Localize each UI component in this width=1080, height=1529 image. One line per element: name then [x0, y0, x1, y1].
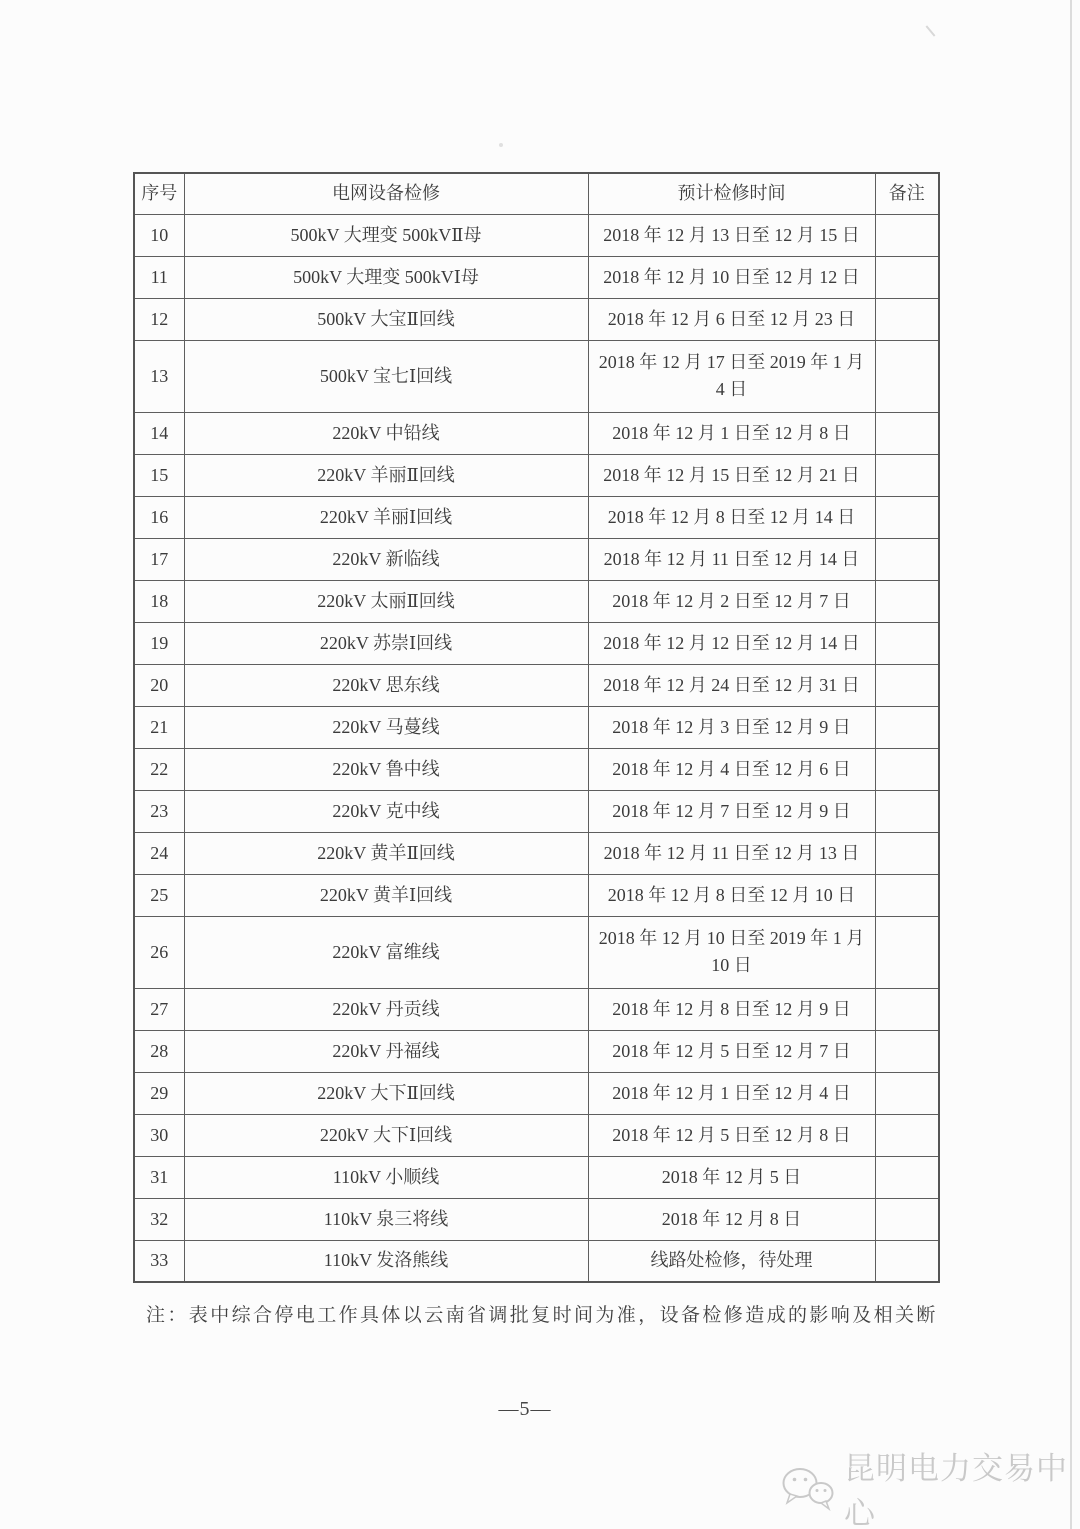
table-row: [134, 622, 939, 664]
remark-cell: [875, 214, 939, 256]
equipment-cell: 220kV 马蔓线: [184, 706, 588, 748]
serial-number-cell: 33: [134, 1240, 184, 1282]
serial-number-cell: 29: [134, 1072, 184, 1114]
equipment-cell: 220kV 富维线: [184, 916, 588, 988]
column-header-time: 预计检修时间: [588, 173, 875, 214]
time-cell: 2018 年 12 月 8 日: [588, 1198, 875, 1240]
serial-number-cell: 16: [134, 496, 184, 538]
time-cell: 2018 年 12 月 1 日至 12 月 8 日: [588, 412, 875, 454]
serial-number-cell: 28: [134, 1030, 184, 1072]
equipment-cell: 220kV 羊丽Ⅰ回线: [184, 496, 588, 538]
remark-cell: [875, 1198, 939, 1240]
remark-cell: [875, 916, 939, 988]
remark-cell: [875, 580, 939, 622]
equipment-cell: 110kV 发洛熊线: [184, 1240, 588, 1282]
remark-cell: [875, 832, 939, 874]
equipment-cell: 220kV 大下Ⅱ回线: [184, 1072, 588, 1114]
table-row: [134, 988, 939, 1030]
equipment-cell: 220kV 丹福线: [184, 1030, 588, 1072]
serial-number-cell: 19: [134, 622, 184, 664]
equipment-cell: 220kV 鲁中线: [184, 748, 588, 790]
table-row: [134, 664, 939, 706]
table-row: [134, 580, 939, 622]
equipment-cell: 110kV 泉三将线: [184, 1198, 588, 1240]
equipment-cell: 500kV 大理变 500kVⅡ母: [184, 214, 588, 256]
serial-number-cell: 14: [134, 412, 184, 454]
table-row: [134, 412, 939, 454]
maintenance-schedule-table: [133, 172, 940, 1283]
serial-number-cell: 21: [134, 706, 184, 748]
scan-slash-artifact: [926, 25, 936, 36]
time-cell: 2018 年 12 月 5 日至 12 月 7 日: [588, 1030, 875, 1072]
remark-cell: [875, 496, 939, 538]
remark-cell: [875, 1240, 939, 1282]
remark-cell: [875, 622, 939, 664]
time-cell: 2018 年 12 月 12 日至 12 月 14 日: [588, 622, 875, 664]
remark-cell: [875, 298, 939, 340]
equipment-cell: 220kV 黄羊Ⅰ回线: [184, 874, 588, 916]
equipment-cell: 220kV 克中线: [184, 790, 588, 832]
table-row: [134, 214, 939, 256]
time-cell: 线路处检修，待处理: [588, 1240, 875, 1282]
time-cell: 2018 年 12 月 11 日至 12 月 14 日: [588, 538, 875, 580]
equipment-cell: 220kV 太丽Ⅱ回线: [184, 580, 588, 622]
serial-number-cell: 20: [134, 664, 184, 706]
equipment-cell: 220kV 丹贡线: [184, 988, 588, 1030]
serial-number-cell: 22: [134, 748, 184, 790]
table-body: [134, 214, 939, 1282]
table-row: [134, 916, 939, 988]
serial-number-cell: 24: [134, 832, 184, 874]
column-header-remark: 备注: [875, 173, 939, 214]
serial-number-cell: 18: [134, 580, 184, 622]
time-cell: 2018 年 12 月 3 日至 12 月 9 日: [588, 706, 875, 748]
table-row: [134, 1198, 939, 1240]
remark-cell: [875, 256, 939, 298]
time-cell: 2018 年 12 月 15 日至 12 月 21 日: [588, 454, 875, 496]
remark-cell: [875, 340, 939, 412]
table-row: [134, 832, 939, 874]
equipment-cell: 500kV 大宝Ⅱ回线: [184, 298, 588, 340]
time-cell: 2018 年 12 月 7 日至 12 月 9 日: [588, 790, 875, 832]
time-cell: 2018 年 12 月 5 日至 12 月 8 日: [588, 1114, 875, 1156]
time-cell: 2018 年 12 月 6 日至 12 月 23 日: [588, 298, 875, 340]
remark-cell: [875, 454, 939, 496]
table-row: [134, 538, 939, 580]
table-header-row: [134, 173, 939, 214]
time-cell: 2018 年 12 月 8 日至 12 月 10 日: [588, 874, 875, 916]
equipment-cell: 220kV 羊丽Ⅱ回线: [184, 454, 588, 496]
remark-cell: [875, 1114, 939, 1156]
table-row: [134, 256, 939, 298]
serial-number-cell: 12: [134, 298, 184, 340]
serial-number-cell: 23: [134, 790, 184, 832]
table-row: [134, 874, 939, 916]
table-row: [134, 340, 939, 412]
serial-number-cell: 30: [134, 1114, 184, 1156]
equipment-cell: 220kV 苏崇Ⅰ回线: [184, 622, 588, 664]
remark-cell: [875, 412, 939, 454]
equipment-cell: 500kV 大理变 500kVⅠ母: [184, 256, 588, 298]
table-row: [134, 454, 939, 496]
time-cell: 2018 年 12 月 17 日至 2019 年 1 月 4 日: [588, 340, 875, 412]
time-cell: 2018 年 12 月 1 日至 12 月 4 日: [588, 1072, 875, 1114]
remark-cell: [875, 790, 939, 832]
time-cell: 2018 年 12 月 2 日至 12 月 7 日: [588, 580, 875, 622]
table-row: [134, 1240, 939, 1282]
remark-cell: [875, 748, 939, 790]
scan-edge-artifact: [1070, 0, 1072, 1529]
equipment-cell: 220kV 思东线: [184, 664, 588, 706]
serial-number-cell: 17: [134, 538, 184, 580]
serial-number-cell: 15: [134, 454, 184, 496]
remark-cell: [875, 874, 939, 916]
equipment-cell: 500kV 宝七Ⅰ回线: [184, 340, 588, 412]
remark-cell: [875, 664, 939, 706]
wechat-icon: [780, 1463, 836, 1513]
equipment-cell: 110kV 小顺线: [184, 1156, 588, 1198]
table-row: [134, 496, 939, 538]
remark-cell: [875, 1156, 939, 1198]
column-header-serial-number: 序号: [134, 173, 184, 214]
column-header-equipment: 电网设备检修: [184, 173, 588, 214]
time-cell: 2018 年 12 月 24 日至 12 月 31 日: [588, 664, 875, 706]
serial-number-cell: 25: [134, 874, 184, 916]
table-row: [134, 1114, 939, 1156]
time-cell: 2018 年 12 月 11 日至 12 月 13 日: [588, 832, 875, 874]
table-row: [134, 1072, 939, 1114]
remark-cell: [875, 706, 939, 748]
remark-cell: [875, 988, 939, 1030]
serial-number-cell: 13: [134, 340, 184, 412]
time-cell: 2018 年 12 月 8 日至 12 月 14 日: [588, 496, 875, 538]
serial-number-cell: 10: [134, 214, 184, 256]
time-cell: 2018 年 12 月 8 日至 12 月 9 日: [588, 988, 875, 1030]
remark-cell: [875, 1072, 939, 1114]
scan-dot-artifact: [499, 143, 503, 147]
time-cell: 2018 年 12 月 13 日至 12 月 15 日: [588, 214, 875, 256]
serial-number-cell: 31: [134, 1156, 184, 1198]
serial-number-cell: 26: [134, 916, 184, 988]
remark-cell: [875, 538, 939, 580]
equipment-cell: 220kV 中铅线: [184, 412, 588, 454]
watermark-text: 昆明电力交易中心: [844, 1451, 1068, 1529]
table-row: [134, 706, 939, 748]
page-number: —5—: [498, 1398, 552, 1420]
table-row: [134, 1030, 939, 1072]
table-row: [134, 748, 939, 790]
equipment-cell: 220kV 黄羊Ⅱ回线: [184, 832, 588, 874]
time-cell: 2018 年 12 月 10 日至 2019 年 1 月 10 日: [588, 916, 875, 988]
serial-number-cell: 11: [134, 256, 184, 298]
watermark: [780, 1443, 1080, 1529]
serial-number-cell: 32: [134, 1198, 184, 1240]
footnote: 注：表中综合停电工作具体以云南省调批复时间为准，设备检修造成的影响及相关断: [146, 1305, 938, 1326]
serial-number-cell: 27: [134, 988, 184, 1030]
table-row: [134, 790, 939, 832]
equipment-cell: 220kV 大下Ⅰ回线: [184, 1114, 588, 1156]
time-cell: 2018 年 12 月 10 日至 12 月 12 日: [588, 256, 875, 298]
time-cell: 2018 年 12 月 4 日至 12 月 6 日: [588, 748, 875, 790]
table-row: [134, 1156, 939, 1198]
time-cell: 2018 年 12 月 5 日: [588, 1156, 875, 1198]
remark-cell: [875, 1030, 939, 1072]
table-row: [134, 298, 939, 340]
equipment-cell: 220kV 新临线: [184, 538, 588, 580]
